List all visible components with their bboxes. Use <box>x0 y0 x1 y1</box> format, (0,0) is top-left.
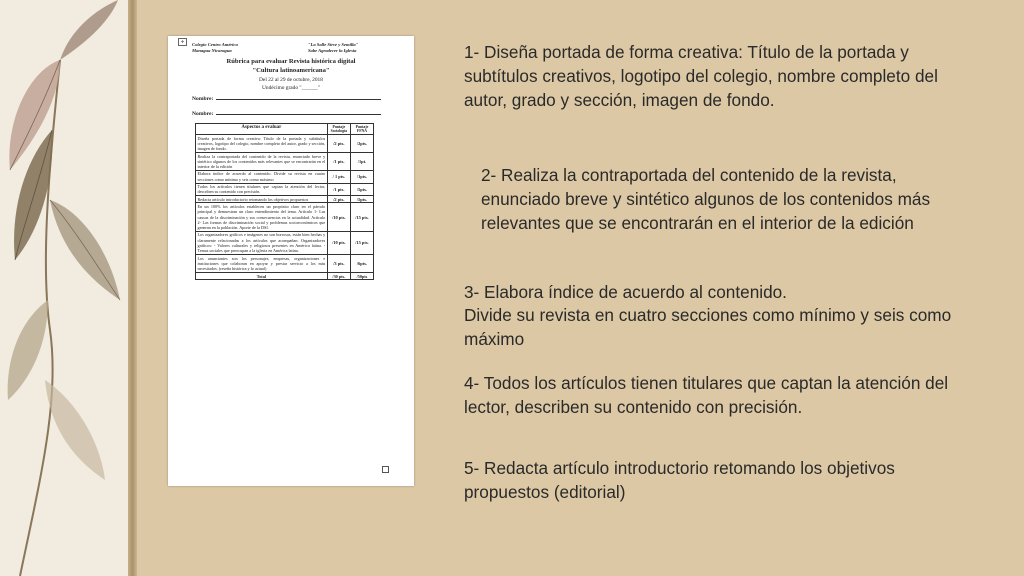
criterion-5: 5- Redacta artículo introductorio retomando los objetivos propuestos (editorial) <box>464 458 895 502</box>
rubric-points-1: / 1 pts. <box>327 170 350 183</box>
doc-header-left <box>192 42 238 54</box>
rubric-aspect: Los anunciantes son los personajes, empresas, organizaciones e instituciones que colaboran en apoyar y prestar servicio a los más necesitados. (reseña histórica y lo actual) <box>197 255 326 272</box>
rubric-points-2: /1pts. <box>350 170 373 183</box>
rubric-table <box>195 123 374 280</box>
vertical-divider <box>128 0 137 576</box>
rubric-points-1: /10 pts. <box>327 203 350 231</box>
rubric-points-2: /5pts. <box>350 183 373 196</box>
rubric-row <box>196 153 374 171</box>
header-right-line2: Sabe Agradecer la Iglesia <box>308 48 357 53</box>
rubric-points-1: /1 pts. <box>327 183 350 196</box>
rubric-aspect: Diseña portada de forma creativa: Título de la portada y subtítulos creativos, logotipo del colegio, nombre completo del autor, grado y sección, imagen de fondo. <box>197 135 326 152</box>
rubric-aspect: Redacta artículo introductorio retomando los objetivos propuestos <box>196 196 328 203</box>
name-label-1: Nombre: <box>192 96 214 102</box>
rubric-header-row <box>196 124 374 135</box>
rubric-points-2: /15 pts. <box>350 231 373 254</box>
rubric-total-label: Total <box>196 273 328 280</box>
rubric-document-image <box>168 36 414 486</box>
rubric-row <box>196 196 374 203</box>
dried-leaf-branch-illustration <box>0 0 135 576</box>
doc-header-right <box>308 42 358 54</box>
rubric-total-p1: /30 pts. <box>327 273 350 280</box>
header-left-line2: Managua Nicaragua <box>192 48 232 53</box>
header-left-line1: Colegio Centro América <box>192 42 238 47</box>
rubric-header-p1: Puntaje Sociología <box>327 124 350 135</box>
decorative-side-panel <box>0 0 135 576</box>
rubric-row <box>196 183 374 196</box>
rubric-points-1: /1 pts. <box>327 153 350 171</box>
rubric-aspect: Los organizadores gráficos e imágenes no son borrosas, están bien hechas y claramente relacionadas a los artículos que acompañan. Organizadores gráficos: - Valores culturales y religiosos presentes en América latina. - Temas sociales que preocupan a la iglesia en América latina. <box>197 232 326 254</box>
criterion-3-detail: Divide su revista en cuatro secciones como mínimo y seis como máximo <box>464 305 952 349</box>
rubric-aspect: Elabora índice de acuerdo al contenido. Divide su revista en cuatro secciones como mínimo y seis como máximo <box>197 171 326 182</box>
rubric-aspect: Realiza la contraportada del contenido de la revista, enunciado breve y sintético algunos de los contenidos más relevantes que se encontrarán en el interior de la edición <box>197 153 326 170</box>
rubric-points-1: /3 pts. <box>327 255 350 273</box>
name-label-2: Nombre: <box>192 111 214 117</box>
rubric-row <box>196 203 374 231</box>
rubric-points-1: /2 pts. <box>327 196 350 203</box>
rubric-total-row <box>196 273 374 280</box>
doc-grade: Undécimo grado "______" <box>262 85 320 91</box>
doc-checkbox-icon <box>382 466 389 473</box>
rubric-row <box>196 135 374 153</box>
rubric-header-aspect: Aspectos a evaluar <box>196 124 328 135</box>
rubric-points-1: /10 pts. <box>327 231 350 254</box>
name-field-1 <box>192 96 381 102</box>
rubric-total-p2: /50pts <box>350 273 373 280</box>
doc-subtitle: "Cultura latinoamericana" <box>252 67 330 74</box>
rubric-points-2: /15 pts. <box>350 203 373 231</box>
rubric-header-p2: Puntaje FFNA <box>350 124 373 135</box>
rubric-points-2: /2pts. <box>350 135 373 153</box>
rubric-points-2: /5pts. <box>350 196 373 203</box>
rubric-aspect: Todos los artículos tienen titulares que captan la atención del lector, describen su contenido con precisión. <box>197 184 326 195</box>
criterion-3: 3- Elabora índice de acuerdo al contenido. <box>464 282 787 302</box>
rubric-points-2: /6pts. <box>350 255 373 273</box>
criterion-4: 4- Todos los artículos tienen titulares que captan la atención del lector, describen su contenido con precisión. <box>464 373 949 417</box>
rubric-aspect: En un 100% los artículos establecen un propósito claro en el párrafo principal y demuestran un claro entendimiento del tema. Artículo 1- Las causas de la discriminación y sus consecuencias en la actualidad. Artículo 2- Las formas de discriminación social y problemas socioeconómicos que generan en la población. Aporte de la DSI. <box>197 203 326 231</box>
rubric-points-2: /1pt. <box>350 153 373 171</box>
rubric-row <box>196 231 374 254</box>
doc-date: Del 22 al 29 de octubre, 2018 <box>259 77 323 83</box>
header-right-line1: "La Salle Sirve y Semilla" <box>308 42 359 47</box>
criterion-2: 2- Realiza la contraportada del contenido de la revista, enunciado breve y sintético algunos de los contenidos más relevantes que se encontrarán en el interior de la edición <box>481 165 931 233</box>
name-field-2 <box>192 111 381 117</box>
move-handle-icon: ✛ <box>178 38 187 46</box>
doc-title: Rúbrica para evaluar Revista histórica digital <box>226 58 356 65</box>
rubric-row <box>196 170 374 183</box>
criterion-1: 1- Diseña portada de forma creativa: Título de la portada y subtítulos creativos, logotipo del colegio, nombre completo del autor, grado y sección, imagen de fondo. <box>464 42 938 110</box>
rubric-points-1: /2 pts. <box>327 135 350 153</box>
rubric-row <box>196 255 374 273</box>
